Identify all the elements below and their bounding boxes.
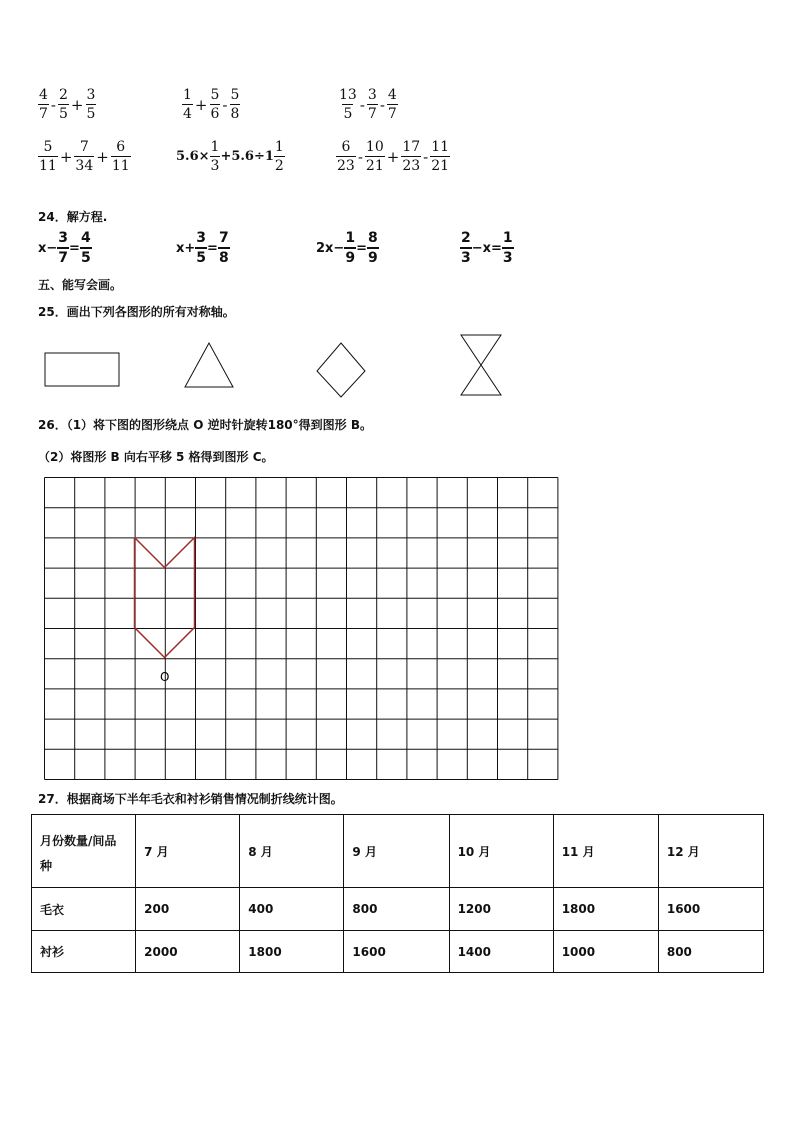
table-row xyxy=(32,888,764,931)
table-cell: 200 xyxy=(136,888,240,931)
calc-2: $\frac{1}{4}$ + $\frac{5}{6}$ - $\frac{5}{8}$ xyxy=(183,87,240,122)
table-cell: 1200 xyxy=(449,888,553,931)
section-five-heading: 五、能写会画。 xyxy=(38,278,123,292)
calc-3: $\frac{13}{5}$ - $\frac{3}{7}$ - $\frac{4}{7}$ xyxy=(339,87,397,122)
table-cell: 1600 xyxy=(344,931,449,973)
table-header-cell: 8 月 xyxy=(240,815,344,888)
table-corner-cell: 月份数量/间品 种 xyxy=(32,815,136,888)
square-grid[interactable] xyxy=(40,475,562,783)
calc-1: $\frac{4}{7}$ - $\frac{2}{5}$ + $\frac{3}{5}$ xyxy=(39,87,96,122)
table-cell: 400 xyxy=(240,888,344,931)
arrow-shape xyxy=(135,538,195,658)
table-cell: 1400 xyxy=(449,931,553,973)
q26-part1: 26．（1）将下图的图形绕点 O 逆时针旋转180°得到图形 B。 xyxy=(38,418,372,432)
grid-lines xyxy=(45,478,558,780)
table-row xyxy=(32,931,764,973)
table-cell: 800 xyxy=(344,888,449,931)
table-header-row xyxy=(32,815,764,888)
equation-1: x− $\frac{3}{7}$ = $\frac{4}{5}$ xyxy=(38,230,91,266)
point-o-label: O xyxy=(160,670,170,684)
rhombus-shape xyxy=(317,343,365,397)
table-header-cell: 7 月 xyxy=(136,815,240,888)
table-header-cell: 9 月 xyxy=(344,815,449,888)
symmetry-shapes xyxy=(0,0,794,420)
hourglass-shape xyxy=(461,335,501,395)
table-cell: 1600 xyxy=(658,888,763,931)
table-header-cell: 10 月 xyxy=(449,815,553,888)
table-header-cell: 11 月 xyxy=(553,815,658,888)
q27-title: 27．根据商场下半年毛衣和衬衫销售情况制折线统计图。 xyxy=(38,792,343,806)
table-cell: 1000 xyxy=(553,931,658,973)
table-cell: 2000 xyxy=(136,931,240,973)
q24-title: 24．解方程. xyxy=(38,210,108,224)
table-row-label: 衬衫 xyxy=(32,931,136,973)
calc-4: $\frac{5}{11}$ + $\frac{7}{34}$ + $\frac{6}{11}$ xyxy=(39,139,130,174)
q26-part2: （2）将图形 B 向右平移 5 格得到图形 C。 xyxy=(38,450,274,464)
table-row-label: 毛衣 xyxy=(32,888,136,931)
equation-2: x+ $\frac{3}{5}$ = $\frac{7}{8}$ xyxy=(176,230,229,266)
table-cell: 1800 xyxy=(240,931,344,973)
table-header-cell: 12 月 xyxy=(658,815,763,888)
q25-title: 25．画出下列各图形的所有对称轴。 xyxy=(38,305,235,319)
table-cell: 800 xyxy=(658,931,763,973)
triangle-shape xyxy=(185,343,233,387)
calc-6: $\frac{6}{23}$ - $\frac{10}{21}$ + $\frac{17}{23}$ - $\frac{11}{21}$ xyxy=(337,139,450,174)
equation-4: $\frac{2}{3}$ −x= $\frac{1}{3}$ xyxy=(461,230,513,266)
rectangle-shape xyxy=(45,353,119,386)
sales-table xyxy=(31,814,764,973)
table-cell: 1800 xyxy=(553,888,658,931)
calc-5: 5.6× $\frac{1}{3}$ +5.6÷1 $\frac{1}{2}$ xyxy=(176,139,284,174)
equation-3: 2x− $\frac{1}{9}$ = $\frac{8}{9}$ xyxy=(316,230,378,266)
